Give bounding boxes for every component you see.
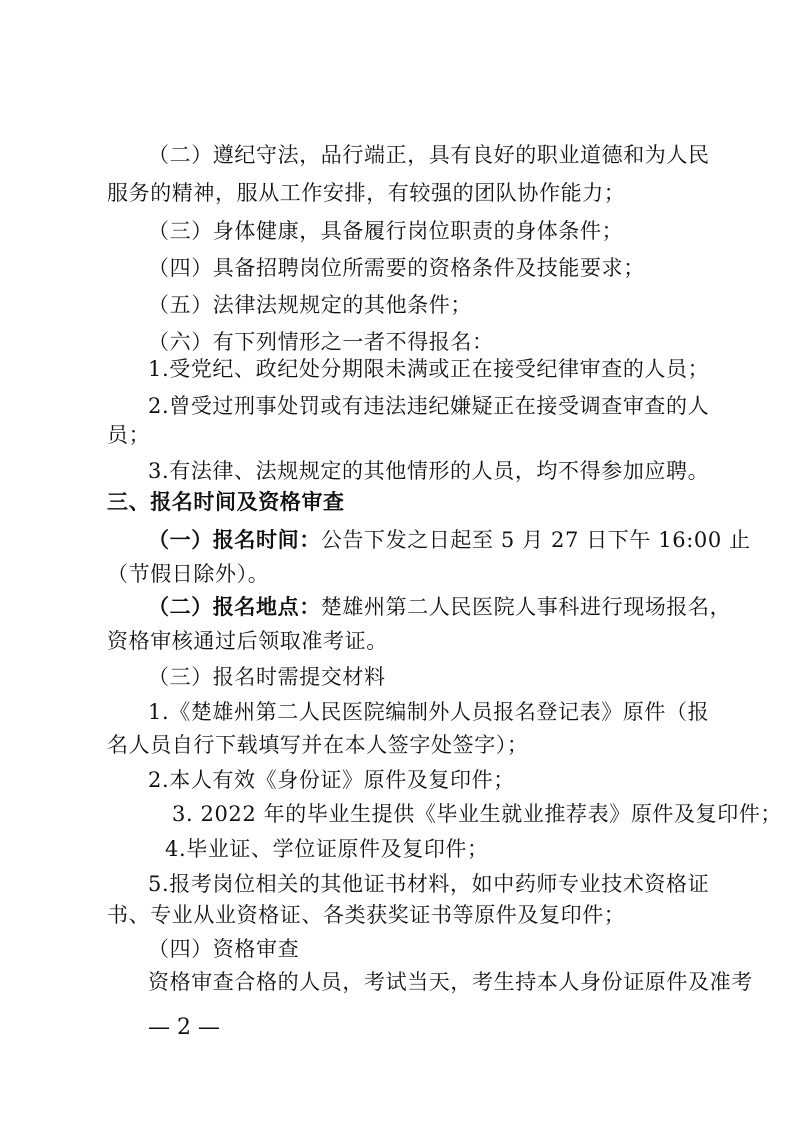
review-heading: （四）资格审查 xyxy=(148,937,300,961)
material-1-line-1: 1.《楚雄州第二人民医院编制外人员报名登记表》原件（报 xyxy=(148,700,710,724)
registration-place-label: （二）报名地点： xyxy=(148,595,321,619)
registration-place-text: 楚雄州第二人民医院人事科进行现场报名， xyxy=(320,595,732,619)
requirement-6: （六）有下列情形之一者不得报名： xyxy=(148,330,494,354)
exclusion-1: 1.受党纪、政纪处分期限未满或正在接受纪律审查的人员； xyxy=(148,357,710,381)
material-5-line-2: 书、专业从业资格证、各类获奖证书等原件及复印件； xyxy=(107,903,626,927)
requirement-2-line-1: （二）遵纪守法，品行端正，具有良好的职业道德和为人民 xyxy=(148,143,710,167)
registration-time-text: 公告下发之日起至 5 月 27 日下午 16:00 止 xyxy=(320,528,751,552)
exclusion-3: 3.有法律、法规规定的其他情形的人员，均不得参加应聘。 xyxy=(148,459,710,483)
material-5-line-1: 5.报考岗位相关的其他证书材料，如中药师专业技术资格证 xyxy=(148,872,710,896)
exclusion-2-line-1: 2.曾受过刑事处罚或有违法违纪嫌疑正在接受调查审查的人 xyxy=(148,394,710,418)
registration-place-note: 资格审核通过后领取准考证。 xyxy=(107,629,388,653)
requirement-3: （三）身体健康，具备履行岗位职责的身体条件； xyxy=(148,219,624,243)
material-3: 3. 2022 年的毕业生提供《毕业生就业推荐表》原件及复印件； xyxy=(172,802,783,826)
section-3-heading: 三、报名时间及资格审查 xyxy=(107,490,345,514)
material-1-line-2: 名人员自行下载填写并在本人签字处签字）； xyxy=(107,733,529,757)
registration-time-label: （一）报名时间： xyxy=(148,528,321,552)
requirement-4: （四）具备招聘岗位所需要的资格条件及技能要求； xyxy=(148,256,645,280)
registration-time-note: （节假日除外）。 xyxy=(107,562,270,586)
material-4: 4.毕业证、学位证原件及复印件； xyxy=(165,837,489,861)
registration-place-line xyxy=(148,592,732,622)
material-2: 2.本人有效《身份证》原件及复印件； xyxy=(148,768,515,792)
review-text: 资格审查合格的人员，考试当天，考生持本人身份证原件及准考 xyxy=(148,970,753,994)
requirement-5: （五）法律法规规定的其他条件； xyxy=(148,293,472,317)
materials-heading: （三）报名时需提交材料 xyxy=(148,665,386,689)
registration-time-line xyxy=(148,525,751,555)
requirement-2-line-2: 服务的精神，服从工作安排，有较强的团队协作能力； xyxy=(107,181,626,205)
page-number: — 2 — xyxy=(148,1015,220,1040)
exclusion-2-line-2: 员； xyxy=(107,423,151,447)
